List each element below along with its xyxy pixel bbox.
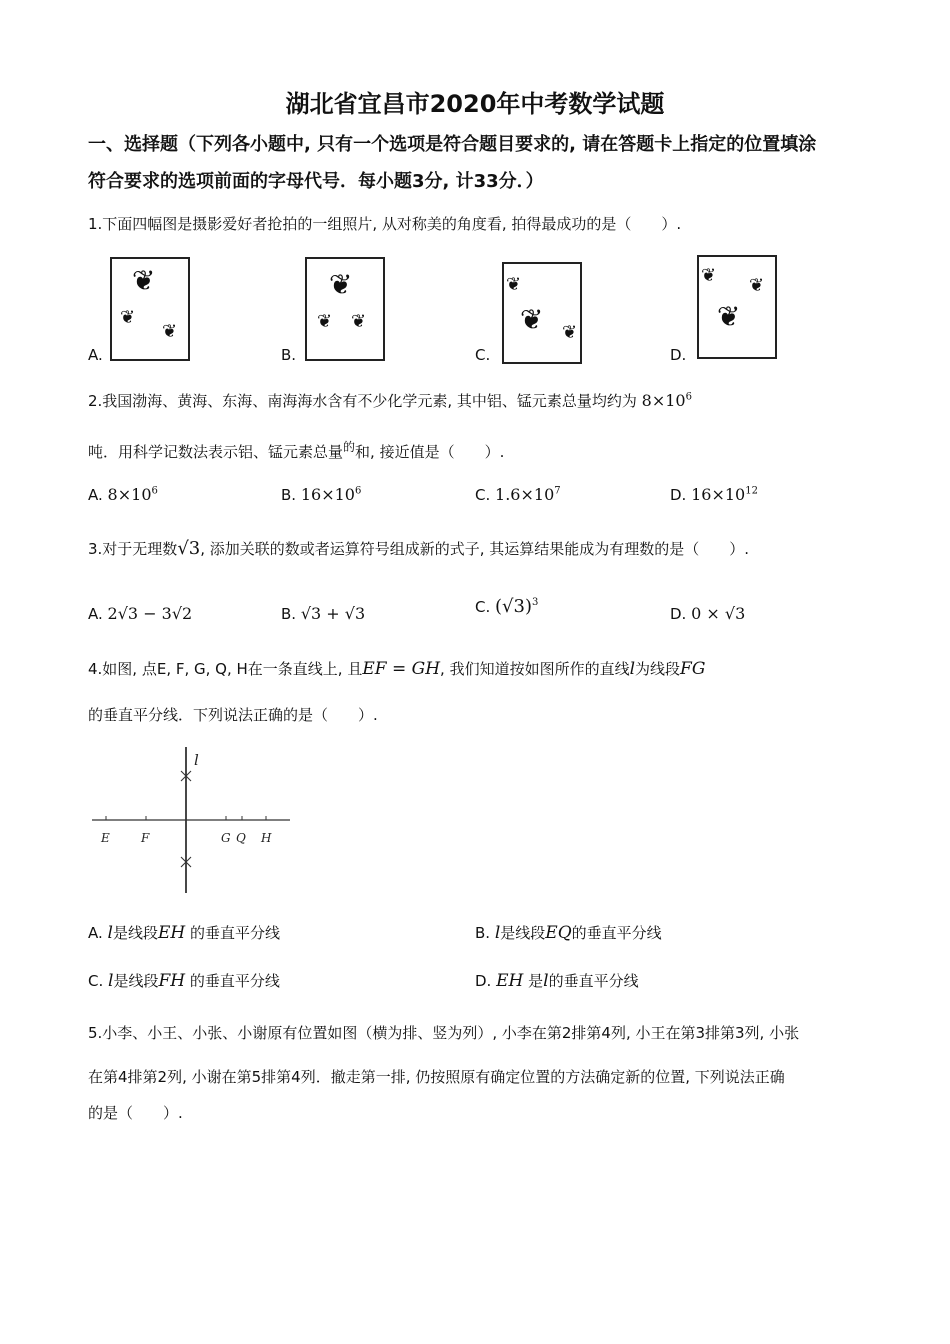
option-label: A. (88, 605, 103, 623)
butterfly-icon: ❦ (329, 268, 353, 301)
point-label: G (221, 831, 231, 845)
q2-option-d[interactable] (670, 485, 758, 504)
stem-text: 3.对于无理数 (88, 540, 178, 558)
option-expression (108, 485, 158, 504)
math-base: (√3) (495, 596, 532, 617)
stem-text: 4.如图, 点E, F, G, Q, H在一条直线上, 且 (88, 660, 363, 678)
option-text: 的垂直平分线 (548, 972, 639, 990)
math-exponent: 6 (354, 485, 362, 497)
question-2-stem-line2 (88, 438, 504, 462)
question-1-stem: 1.下面四幅图是摄影爱好者抢拍的一组照片, 从对称美的角度看, 拍得最成功的是（ ）. (88, 215, 682, 233)
q4-option-b[interactable] (475, 922, 662, 943)
option-text: 的垂直平分线 (189, 972, 280, 990)
stem-text: , 我们知道按如图所作的直线 (440, 660, 630, 678)
option-label: B. (281, 605, 297, 623)
option-expression (495, 485, 561, 504)
option-label: B. (475, 924, 491, 942)
option-label: B. (281, 346, 297, 364)
math-exponent: 6 (151, 485, 158, 497)
point-label: F (141, 831, 150, 845)
point-label: Q (236, 831, 246, 845)
option-expression: 2√3 − 3√2 (107, 604, 193, 623)
option-label: C. (475, 346, 491, 364)
math-expression: FH (158, 971, 186, 991)
photo-frame (502, 262, 582, 364)
stem-text: 2.我国渤海、黄海、东海、南海海水含有不少化学元素, 其中铝、锰元素总量均约为 (88, 392, 637, 410)
option-text: 是 (528, 972, 544, 990)
question-4-stem-line1 (88, 658, 705, 679)
math-expression: l (629, 659, 636, 679)
perpendicular-bisector-figure (90, 745, 300, 900)
butterfly-icon: ❦ (749, 275, 765, 296)
math-expression: EF = GH (362, 659, 441, 679)
butterfly-icon: ❦ (162, 321, 178, 342)
option-text: 是线段 (113, 972, 159, 990)
stem-text: 吨．用科学记数法表示铝、锰元素总量 (88, 443, 344, 461)
math-expression: √3 (177, 538, 201, 559)
butterfly-icon: ❦ (317, 311, 333, 332)
math-base: 8×10 (107, 485, 152, 504)
math-exponent: 7 (554, 485, 561, 497)
q4-option-c[interactable] (88, 970, 280, 991)
option-label: C. (475, 598, 491, 616)
question-4-stem-line2: 的垂直平分线．下列说法正确的是（ ）. (88, 706, 378, 724)
q4-option-a[interactable] (88, 922, 280, 943)
math-expression: EH (496, 971, 524, 991)
option-text: 的垂直平分线 (571, 924, 662, 942)
q3-option-a[interactable] (88, 604, 192, 623)
math-expression: EH (158, 923, 186, 943)
option-label: D. (670, 605, 687, 623)
butterfly-icon: ❦ (132, 264, 156, 297)
option-label: C. (88, 972, 104, 990)
math-exponent: 6 (685, 391, 692, 403)
q2-option-b[interactable] (281, 485, 361, 504)
butterfly-icon: ❦ (717, 300, 741, 333)
stem-text: , 添加关联的数或者运算符号组成新的式子, 其运算结果能成为有理数的是（ ）. (200, 540, 750, 558)
line-label: l (194, 751, 199, 769)
photo-frame (697, 255, 777, 359)
photo-frame (110, 257, 190, 361)
math-expression: l (494, 923, 501, 943)
point-label: H (261, 831, 272, 845)
q2-option-a[interactable] (88, 485, 158, 504)
q3-option-b[interactable] (281, 604, 365, 623)
butterfly-icon: ❦ (562, 322, 578, 343)
math-base: 1.6×10 (495, 485, 555, 504)
math-expression: FG (680, 659, 706, 679)
stem-text: 为线段 (635, 660, 681, 678)
butterfly-icon: ❦ (120, 307, 136, 328)
option-text: 是线段 (500, 924, 546, 942)
option-expression (691, 485, 758, 504)
option-label: A. (88, 346, 103, 364)
math-exponent: 12 (745, 485, 758, 497)
q3-option-c[interactable] (475, 596, 538, 617)
butterfly-icon: ❦ (506, 274, 522, 295)
math-exponent: 3 (532, 597, 539, 608)
point-label: E (101, 831, 110, 845)
option-label: D. (670, 346, 687, 364)
option-label: D. (670, 486, 687, 504)
butterfly-icon: ❦ (520, 303, 544, 336)
math-base: 16×10 (691, 485, 746, 504)
butterfly-icon: ❦ (351, 311, 367, 332)
question-3-stem (88, 538, 749, 559)
option-expression: 0 × √3 (691, 604, 746, 623)
option-text: 是线段 (112, 924, 158, 942)
option-label: A. (88, 486, 103, 504)
math-expression (642, 391, 692, 410)
math-base: 16×10 (300, 485, 355, 504)
option-text: 的垂直平分线 (190, 924, 281, 942)
option-expression (495, 596, 538, 617)
section-heading-line2: 符合要求的选项前面的字母代号．每小题3分, 计33分．） (88, 171, 544, 192)
math-expression: l (543, 971, 549, 991)
question-5-line1: 5.小李、小王、小张、小谢原有位置如图（横为排、竖为列）, 小李在第2排第4列, 小王在第3排第3列, 小张 (88, 1024, 800, 1042)
option-expression (301, 485, 362, 504)
option-label: B. (281, 486, 297, 504)
stem-text: 和, 接近值是（ ）. (355, 443, 505, 461)
option-label: D. (475, 972, 492, 990)
math-expression: EQ (545, 923, 572, 943)
photo-frame (305, 257, 385, 361)
butterfly-icon: ❦ (701, 265, 717, 286)
question-2-stem-line1 (88, 390, 692, 411)
option-expression: √3 + √3 (300, 604, 366, 623)
math-expression: l (108, 971, 114, 991)
question-5-line3: 的是（ ）. (88, 1104, 183, 1122)
section-heading-line1: 一、选择题（下列各小题中, 只有一个选项是符合题目要求的, 请在答题卡上指定的位置填涂 (88, 134, 817, 155)
q2-option-c[interactable] (475, 485, 561, 504)
stem-small-text: 的 (343, 440, 356, 454)
question-5-line2: 在第4排第2列, 小谢在第5排第4列．撤走第一排, 仍按照原有确定位置的方法确定新的位置, 下列说法正确 (88, 1068, 785, 1086)
page-title: 湖北省宜昌市2020年中考数学试题 (285, 90, 665, 118)
math-base: 8×10 (641, 391, 686, 410)
option-label: A. (88, 924, 103, 942)
q3-option-d[interactable] (670, 604, 745, 623)
q4-option-d[interactable] (475, 970, 639, 991)
option-label: C. (475, 486, 491, 504)
math-expression: l (107, 923, 113, 943)
